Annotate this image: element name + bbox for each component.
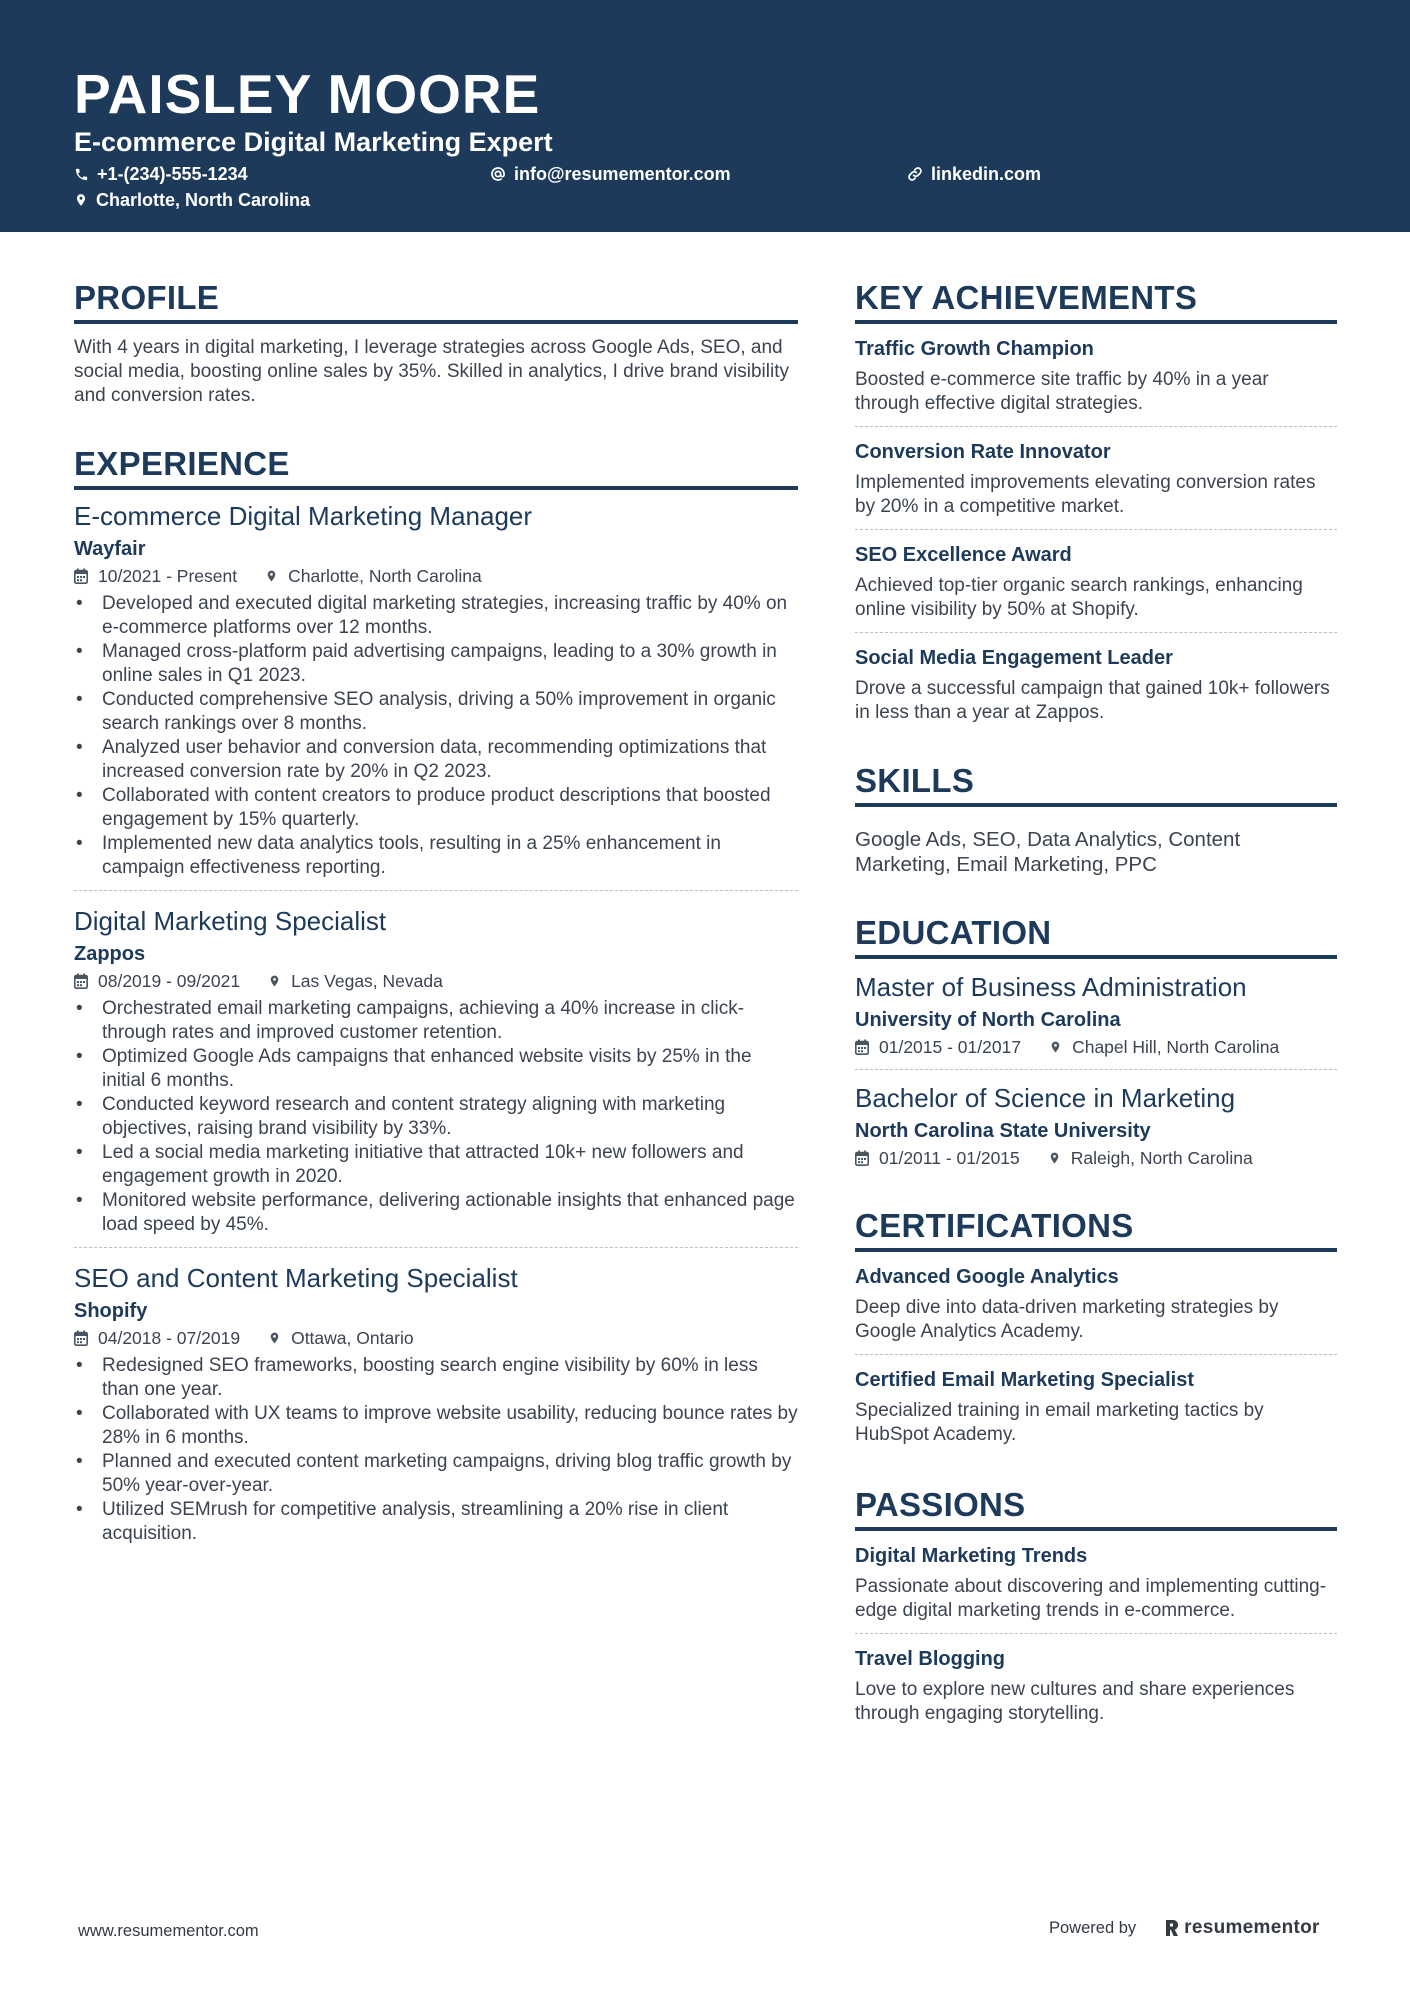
bullet-item: • Conducted comprehensive SEO analysis, driving a 50% improvement in organic search rankings over 8 months. [74,688,798,736]
phone-text: +1-(234)-555-1234 [97,164,248,184]
certification-title: Advanced Google Analytics [855,1266,1119,1288]
job-title: E-commerce Digital Marketing Manager [74,501,533,531]
linkedin-text: linkedin.com [931,164,1042,184]
education-dates: 01/2011 - 01/2015 [879,1148,1020,1168]
bullet-item: • Implemented new data analytics tools, resulting in a 25% enhancement in campaign effectiveness reporting. [74,832,798,880]
achievement-text: Boosted e-commerce site traffic by 40% in a year through effective digital strategies. [855,369,1269,414]
certifications-heading: CERTIFICATIONS [855,1206,1337,1252]
education-list [855,959,1337,1180]
certifications-list [855,1252,1337,1457]
job-meta [74,1326,798,1350]
location-pin-icon [268,1330,281,1346]
job-entry [74,500,798,890]
job-bullets [74,592,798,880]
bullet-item: • Collaborated with content creators to produce product descriptions that boosted engagement by 15% quarterly. [74,784,798,832]
passion-text: Passionate about discovering and implementing cutting-edge digital marketing trends in e-commerce. [855,1576,1327,1621]
experience-list [74,500,798,1556]
passion-item [855,1531,1337,1633]
candidate-name: PAISLEY MOORE [74,63,541,125]
location-pin-icon [1048,1150,1061,1166]
achievement-title: SEO Excellence Award [855,544,1072,566]
education-heading: EDUCATION [855,913,1337,959]
education-dates: 01/2015 - 01/2017 [879,1037,1022,1057]
contact-linkedin[interactable] [907,163,1041,185]
location-text: Charlotte, North Carolina [96,190,311,210]
certification-text: Specialized training in email marketing tactics by HubSpot Academy. [855,1400,1264,1445]
bullet-item: • Conducted keyword research and content strategy aligning with marketing objectives, raising brand visibility by 33%. [74,1093,798,1141]
passion-title: Travel Blogging [855,1648,1006,1670]
bullet-item: • Managed cross-platform paid advertising campaigns, leading to a 30% growth in online sales in Q1 2023. [74,640,798,688]
education-degree: Master of Business Administration [855,972,1247,1002]
bullet-item: • Utilized SEMrush for competitive analysis, streamlining a 20% rise in client acquisition. [74,1498,798,1546]
passions-list [855,1531,1337,1736]
right-column [855,278,1337,1736]
brand-name: resumementor [1184,1917,1320,1938]
achievement-title: Traffic Growth Champion [855,338,1094,360]
job-entry [74,1247,798,1556]
bullet-item: • Collaborated with UX teams to improve website usability, reducing bounce rates by 28% in 6 months. [74,1402,798,1450]
achievements-heading: KEY ACHIEVEMENTS [855,278,1337,324]
calendar-icon [855,1150,869,1166]
job-meta [74,969,798,993]
powered-by-label: Powered by [1049,1919,1137,1937]
job-location: Las Vegas, Nevada [291,971,443,991]
job-dates: 08/2019 - 09/2021 [98,971,241,991]
footer-branding [1049,1917,1320,1939]
location-pin-icon [1049,1039,1062,1055]
passions-heading: PASSIONS [855,1485,1337,1531]
achievement-item [855,529,1337,632]
job-dates: 04/2018 - 07/2019 [98,1328,241,1348]
at-icon [490,166,506,182]
link-icon [907,166,923,182]
phone-icon [74,167,89,182]
profile-heading: PROFILE [74,278,798,324]
achievement-item [855,324,1337,426]
bullet-item: • Orchestrated email marketing campaigns, achieving a 40% increase in click-through rates and improved customer retention. [74,997,798,1045]
achievement-title: Conversion Rate Innovator [855,441,1111,463]
job-bullets [74,997,798,1237]
job-entry [74,890,798,1247]
education-meta [855,1146,1337,1170]
passion-item [855,1633,1337,1736]
job-dates: 10/2021 - Present [98,566,238,586]
bullet-item: • Monitored website performance, delivering actionable insights that enhanced page load speed by 45%. [74,1189,798,1237]
calendar-icon [74,568,88,584]
education-school: University of North Carolina [855,1009,1121,1031]
achievement-item [855,426,1337,529]
education-school: North Carolina State University [855,1120,1151,1142]
achievement-title: Social Media Engagement Leader [855,647,1173,669]
education-meta [855,1035,1337,1059]
candidate-title: E-commerce Digital Marketing Expert [74,127,553,157]
education-degree: Bachelor of Science in Marketing [855,1083,1236,1113]
achievement-item [855,632,1337,735]
job-location: Ottawa, Ontario [291,1328,414,1348]
achievement-text: Achieved top-tier organic search rankings, enhancing online visibility by 50% at Shopify. [855,575,1303,620]
education-location: Chapel Hill, North Carolina [1072,1037,1280,1057]
job-meta [74,564,798,588]
certification-title: Certified Email Marketing Specialist [855,1369,1194,1391]
profile-text: With 4 years in digital marketing, I leverage strategies across Google Ads, SEO, and social media, boosting online sales by 35%. Skilled in analytics, I drive brand visibility and conversion rates. [74,337,789,406]
location-pin-icon [265,568,278,584]
passion-title: Digital Marketing Trends [855,1545,1088,1567]
education-item [855,1069,1337,1180]
footer-website-link[interactable]: www.resumementor.com [78,1922,259,1940]
bullet-item: • Developed and executed digital marketing strategies, increasing traffic by 40% on e-commerce platforms over 12 months. [74,592,798,640]
achievement-text: Implemented improvements elevating conversion rates by 20% in a competitive market. [855,472,1316,517]
certification-text: Deep dive into data-driven marketing strategies by Google Analytics Academy. [855,1297,1279,1342]
company-name: Wayfair [74,538,146,560]
bullet-item: • Planned and executed content marketing campaigns, driving blog traffic growth by 50% year-over-year. [74,1450,798,1498]
job-title: Digital Marketing Specialist [74,906,387,936]
education-location: Raleigh, North Carolina [1070,1148,1253,1168]
job-location: Charlotte, North Carolina [288,566,482,586]
location-pin-icon [74,192,88,208]
brand-logo[interactable] [1164,1917,1320,1939]
calendar-icon [74,973,88,989]
bullet-item: • Optimized Google Ads campaigns that enhanced website visits by 25% in the initial 6 months. [74,1045,798,1093]
contact-email[interactable] [490,163,731,185]
skills-heading: SKILLS [855,761,1337,807]
education-item [855,959,1337,1069]
resume-header [0,0,1410,232]
certification-item [855,1252,1337,1354]
company-name: Zappos [74,943,146,965]
achievements-list [855,324,1337,735]
calendar-icon [855,1039,869,1055]
job-bullets [74,1354,798,1546]
contact-phone[interactable] [74,163,248,185]
job-title: SEO and Content Marketing Specialist [74,1263,518,1293]
bullet-item: • Analyzed user behavior and conversion data, recommending optimizations that increased conversion rate by 20% in Q2 2023. [74,736,798,784]
experience-heading: EXPERIENCE [74,444,798,490]
bullet-item: • Redesigned SEO frameworks, boosting search engine visibility by 60% in less than one year. [74,1354,798,1402]
email-text: info@resumementor.com [514,164,731,184]
resumementor-logo-icon [1164,1919,1180,1937]
calendar-icon [74,1330,88,1346]
left-column [74,278,798,1556]
achievement-text: Drove a successful campaign that gained 10k+ followers in less than a year at Zappos. [855,678,1330,723]
certification-item [855,1354,1337,1457]
bullet-item: • Led a social media marketing initiative that attracted 10k+ new followers and engagement growth in 2020. [74,1141,798,1189]
contact-location [74,189,310,211]
location-pin-icon [268,973,281,989]
passion-text: Love to explore new cultures and share experiences through engaging storytelling. [855,1679,1295,1724]
skills-text: Google Ads, SEO, Data Analytics, Content Marketing, Email Marketing, PPC [855,828,1241,876]
company-name: Shopify [74,1300,148,1322]
